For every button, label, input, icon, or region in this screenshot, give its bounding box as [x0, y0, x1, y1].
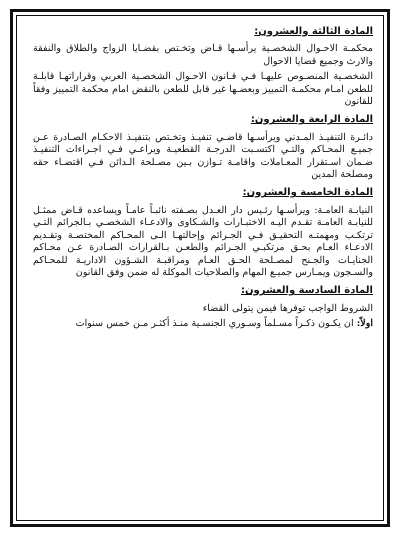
article-paragraph: النيابـة العامـة: ويرأسـها رئـيس دار العـدل بصـفته نائبـاً عامـاً ويساعده قـاض ممثـل للنيابـة العامـة تقـدم اليـه الاختبـارات والشـكاوى والادعـاء الشخصـي بـالجرائم التـي ترتكـب ومهمتـه التحقيـق فـي الجـرائم وإحالتهـا الـى المحـاكم المختصـة وتقـديم الادعـاء العـام بحـق مرتكبـي الجـرائم والطعـن بـالقرارات الصـادرة عـن محـاكم الجنايـات والجـنح لمصـلحة الحـق العـام ومراقبـة الشـؤون الاداريـة للمحـاكم والسـجون ويمـارس جميـع المهام والصلاحيات الموكلة له ضمن وفق القانون	[33, 204, 373, 278]
article-heading: المادة الرابعة والعشرون:	[250, 114, 373, 126]
article-clause	[33, 318, 373, 330]
article-paragraph: الشروط الواجب توفرها فيمن يتولى القضاء	[202, 302, 373, 314]
document-body	[33, 26, 373, 337]
article-heading: المادة الخامسة والعشرون:	[242, 187, 373, 199]
clause-number: اولاً:	[356, 318, 373, 330]
clause-text: ان يكـون ذكـراً مسـلماً وسـوري الجنسـية منـذ أكثـر مـن خمس سنوات	[75, 318, 357, 330]
article-24	[33, 114, 373, 181]
article-paragraph: الشخصـية المنصـوص عليهـا فـي قـانون الاحـوال الشخصـية العربي وقراراتهـا قابلـة للطعن امـام محكمـة التمييز وبعضـها غير قابل للطعن بالنقض امام محكمة التمييز وفقاً للقانون	[33, 71, 373, 108]
article-23	[33, 26, 373, 108]
article-paragraph: محكمـة الاحـوال الشخصـية يرأسـها قـاض وتخـتص بقضـايا الزواج والطلاق والنفقة والارث وجميع قضايا الاحوال	[33, 43, 373, 67]
document-page	[10, 9, 390, 527]
article-25	[33, 187, 373, 279]
article-paragraph: دائـرة التنفيـذ المـدني ويرأسـها قاضـي تنفيـذ وتخـتص بتنفيـذ الاحكـام الصـادرة عـن جميـع المحـاكم والتـي اكتسـبت الدرجـة القطعيـة ويراعـي فـي اجـراءات التنفيـذ ضـمان اسـتقرار المعـاملات واقامـة تـوازن بـين مصـلحة الـدائن فـي اقتضـاء حقه ومصلحة المدين	[33, 131, 373, 181]
article-heading: المادة الثالثة والعشرون:	[254, 26, 373, 37]
article-heading: المادة السادسة والعشرون:	[241, 285, 373, 297]
article-26	[33, 285, 373, 330]
